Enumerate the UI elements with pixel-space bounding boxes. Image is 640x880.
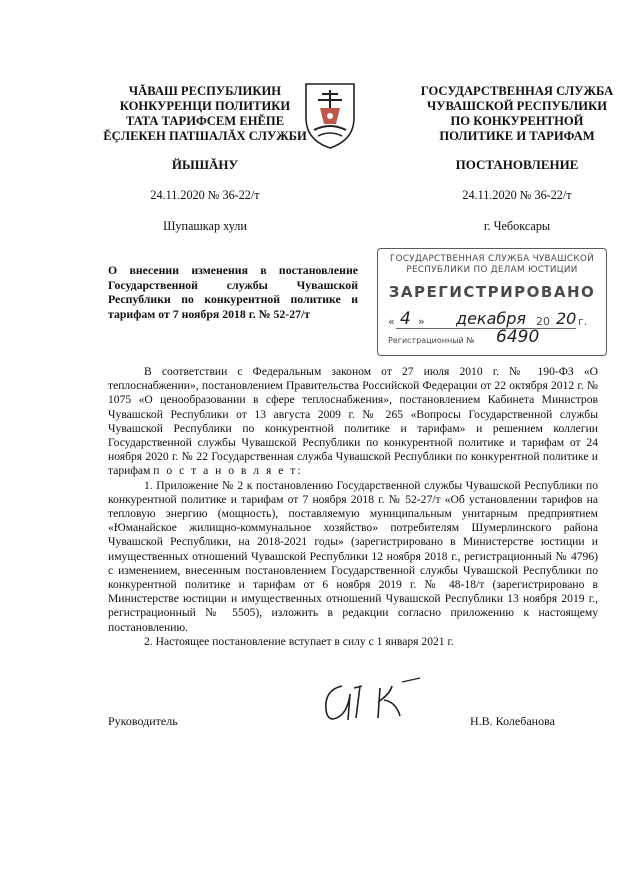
document-body: [108, 365, 598, 649]
header-left-line: КОНКУРЕНЦИ ПОЛИТИКИ: [119, 99, 291, 113]
header-left: [95, 84, 315, 144]
stamp-line: РЕСПУБЛИКИ ПО ДЕЛАМ ЮСТИЦИИ: [406, 265, 578, 275]
stamp-day: 4: [400, 309, 411, 329]
header-left-line: ĔÇЛЕКЕН ПАТШАЛĂХ СЛУЖБИ: [103, 129, 307, 143]
body-item-1: 1. Приложение № 2 к постановлению Государственной службы Чувашской Республики по конкурентной политике и тарифам от 7 ноября 2018 г. № 52-27/т «Об установлении тарифов на тепловую энергию (мощность), поставляемую муниципальным унитарным предприятием «Юманайское жилищно-коммунальное хозяйство» потребителям Шумерлинского района Чувашской Республики, на 2018-2021 годы» (зарегистрировано в Министерстве юстиции и имущественных отношений Чувашской Республики 12 ноября 2018 г., регистрационный № 4796) с изменением, внесенным постановлением Государственной службы Чувашской Республики по конкурентной политике и тарифам от 6 ноября 2019 г. № 48-18/т (зарегистрировано в Министерстве юстиции и имущественных отношений Чувашской Республики 13 ноября 2019 г., регистрационный № 5505), изложить в редакции согласно приложению к настоящему постановлению.: [108, 478, 598, 634]
chuvash-emblem-icon: [300, 78, 360, 152]
stamp-date-prefix: «: [388, 315, 395, 328]
stamp-month: декабря: [456, 309, 527, 328]
stamp-reg-number: 6490: [496, 327, 540, 347]
signature-position: Руководитель: [108, 714, 178, 728]
stamp-date-underline: [396, 328, 576, 329]
header-right-line: ПО КОНКУРЕНТНОЙ: [450, 114, 584, 128]
header-right-line: ПОЛИТИКЕ И ТАРИФАМ: [439, 129, 595, 143]
handwritten-signature: [318, 672, 438, 728]
stamp-year-prefix: 20: [536, 315, 550, 328]
stamp-registered: ЗАРЕГИСТРИРОВАНО: [388, 283, 596, 301]
stamp-year: 20: [556, 309, 577, 328]
doc-kind-right: ПОСТАНОВЛЕНИЕ: [455, 157, 579, 172]
city-right: г. Чебоксары: [483, 219, 551, 233]
stamp-line: ГОСУДАРСТВЕННАЯ СЛУЖБА ЧУВАШСКОЙ: [389, 254, 595, 264]
registration-stamp: [377, 248, 607, 356]
body-decree-word: п о с т а н о в л я е т:: [153, 464, 303, 478]
signature-name: Н.В. Колебанова: [470, 714, 555, 728]
body-preamble: [108, 365, 598, 479]
stamp-date-row: [388, 311, 600, 331]
date-number-right: 24.11.2020 № 36-22/т: [462, 188, 572, 202]
header-left-line: ЧĂВАШ РЕСПУБЛИКИН: [128, 84, 282, 98]
stamp-year-suffix: г.: [578, 315, 588, 328]
header-right-line: ГОСУДАРСТВЕННАЯ СЛУЖБА: [420, 84, 614, 98]
header-right-line: ЧУВАШСКОЙ РЕСПУБЛИКИ: [426, 99, 607, 113]
doc-kind-left: ЙЫШĂНУ: [171, 157, 239, 172]
city-left: Шупашкар хули: [163, 219, 247, 233]
body-preamble-text: В соответствии с Федеральным законом от 27 июля 2010 г. № 190-ФЗ «О теплоснабжении», постановлением Правительства Российской Федерации от 22 октября 2012 г. № 1075 «О ценообразовании в сфере теплоснабжения», постановлением Кабинета Министров Чувашской Республики от 13 августа 2009 г. № 265 «Вопросы Государственной службы Чувашской Республики по конкурентной политике и тарифам» и решением коллегии Государственной службы Чувашской Республики по конкурентной политике и тарифам от 24 ноября 2020 г. № 22 Государственная служба Чувашской Республики по конкурентной политике и тарифам: [108, 365, 598, 478]
stamp-date-mid: »: [418, 315, 425, 328]
date-number-left: 24.11.2020 № 36-22/т: [150, 188, 260, 202]
stamp-reg-label: Регистрационный №: [388, 336, 475, 345]
document-subject: О внесении изменения в постановление Государственной службы Чувашской Республики по конкурентной политике и тарифам от 7 ноября 2018 г. № 52-27/т: [108, 263, 358, 321]
header-right: [407, 84, 627, 144]
body-item-2: 2. Настоящее постановление вступает в силу с 1 января 2021 г.: [144, 634, 454, 648]
header-left-line: ТАТА ТАРИФСЕМ ЕНĔПЕ: [125, 114, 285, 128]
